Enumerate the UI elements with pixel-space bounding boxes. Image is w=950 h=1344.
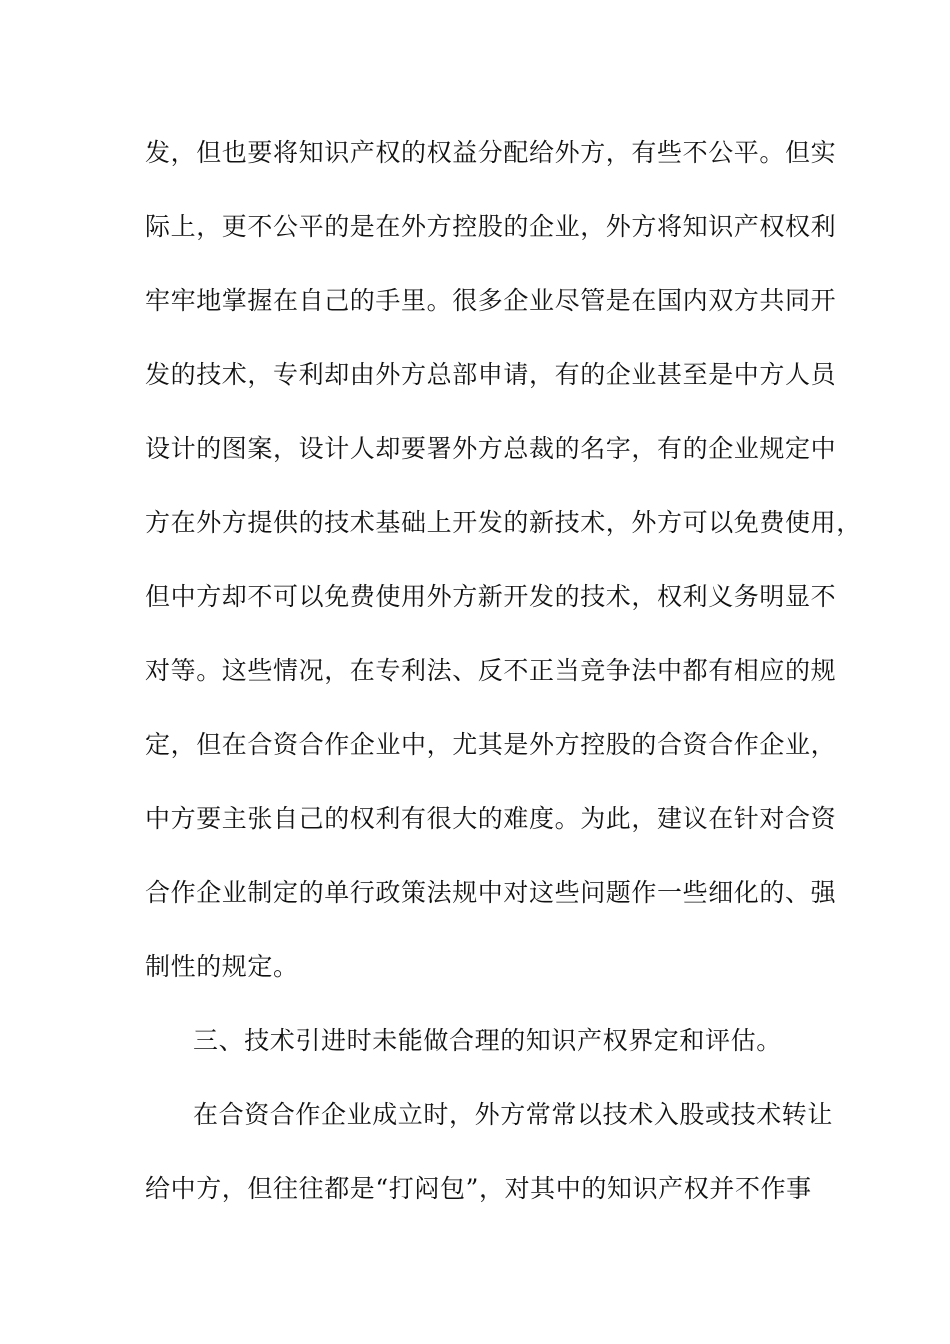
text-line: 但中方却不可以免费使用外方新开发的技术，权利义务明显不 bbox=[145, 582, 837, 611]
text-line: 给中方，但往往都是“打闷包”，对其中的知识产权并不作事 bbox=[145, 1174, 812, 1203]
text-line: 方在外方提供的技术基础上开发的新技术，外方可以免费使用， bbox=[145, 508, 862, 537]
text-line: 发，但也要将知识产权的权益分配给外方，有些不公平。但实 bbox=[145, 138, 837, 167]
text-line: 际上，更不公平的是在外方控股的企业，外方将知识产权权利 bbox=[145, 212, 837, 241]
section-heading: 三、技术引进时未能做合理的知识产权界定和评估。 bbox=[193, 1026, 782, 1055]
text-line: 制性的规定。 bbox=[145, 952, 299, 981]
text-line: 对等。这些情况，在专利法、反不正当竞争法中都有相应的规 bbox=[145, 656, 837, 685]
paragraph-2 bbox=[145, 1090, 835, 1238]
text-line: 合作企业制定的单行政策法规中对这些问题作一些细化的、强 bbox=[145, 878, 837, 907]
text-line: 发的技术，专利却由外方总部申请，有的企业甚至是中方人员 bbox=[145, 360, 837, 389]
body-text bbox=[145, 128, 862, 1238]
text-line: 牢牢地掌握在自己的手里。很多企业尽管是在国内双方共同开 bbox=[145, 286, 837, 315]
text-line: 设计的图案，设计人却要署外方总裁的名字，有的企业规定中 bbox=[145, 434, 837, 463]
text-line: 中方要主张自己的权利有很大的难度。为此，建议在针对合资 bbox=[145, 804, 837, 833]
text-line: 定，但在合资合作企业中，尤其是外方控股的合资合作企业， bbox=[145, 730, 837, 759]
text-line: 在合资合作企业成立时，外方常常以技术入股或技术转让 bbox=[193, 1100, 834, 1129]
paragraph-1 bbox=[145, 128, 862, 1016]
